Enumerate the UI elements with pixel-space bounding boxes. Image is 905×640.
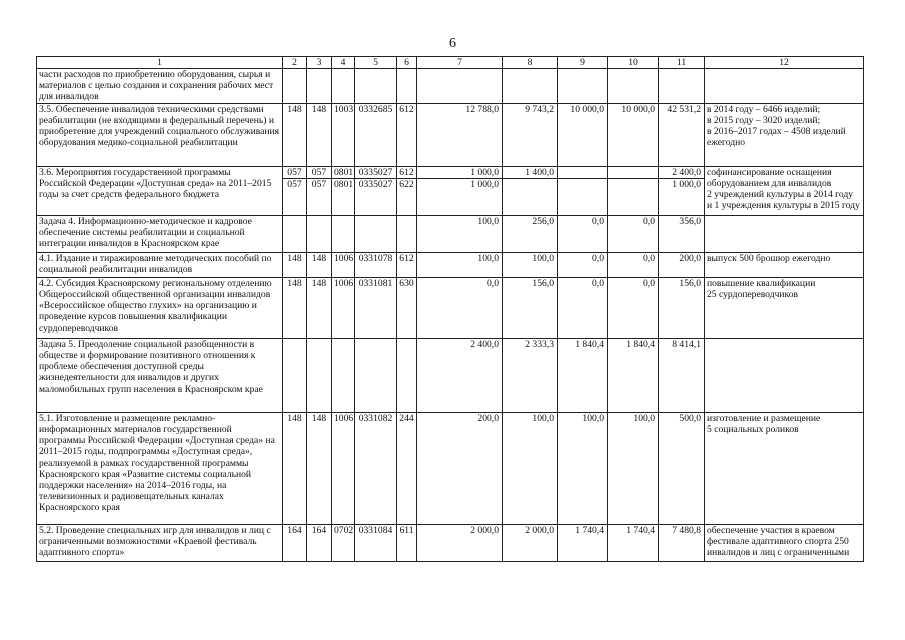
header-cell: 2 xyxy=(283,57,307,69)
table-row xyxy=(37,252,864,277)
cell-c5: 0331082 xyxy=(355,412,397,524)
cell-c8: 2 000,0 xyxy=(503,524,558,561)
note-line: 25 сурдопереводчиков xyxy=(707,289,799,301)
cell-c9: 0,0 xyxy=(558,277,608,338)
cell-c5: 0332685 xyxy=(355,103,397,166)
cell-c9 xyxy=(558,178,608,215)
note-line: в 2016–2017 годах – 4508 изделий xyxy=(707,126,846,138)
row-description: Задача 4. Информационно-методическое и кадровое обеспечение системы реабилитации и социальной интеграции инвалидов в Красноярском крае xyxy=(37,215,283,252)
cell-c8: 9 743,2 xyxy=(503,103,558,166)
cell-c4: 1003 xyxy=(332,103,355,166)
cell-c7: 1 000,0 xyxy=(417,178,503,215)
cell-c8 xyxy=(503,69,558,104)
cell-c2: 057 xyxy=(283,178,307,215)
note-line: выпуск 500 брошюр ежегодно xyxy=(707,252,831,264)
cell-c5 xyxy=(355,69,397,104)
table-row xyxy=(37,215,864,252)
cell-c7: 0,0 xyxy=(417,277,503,338)
cell-c8: 1 400,0 xyxy=(503,166,558,178)
header-row xyxy=(37,57,864,69)
cell-c2: 057 xyxy=(283,166,307,178)
row-description: Задача 5. Преодоление социальной разобщенности в обществе и формирование позитивного отношения к проблеме обеспечения доступной среды жизнедеятельности для инвалидов и других маломобильных групп населения в Красноярском крае xyxy=(37,338,283,412)
cell-c11 xyxy=(659,69,705,104)
cell-c10: 1 840,4 xyxy=(608,338,659,412)
cell-c12 xyxy=(705,524,864,561)
note-line: софинансирование оснащения xyxy=(707,166,832,178)
cell-c7: 2 000,0 xyxy=(417,524,503,561)
cell-c4 xyxy=(332,215,355,252)
cell-c5: 0331084 xyxy=(355,524,397,561)
cell-c11: 7 480,8 xyxy=(659,524,705,561)
cell-c12 xyxy=(705,166,864,215)
note-line: повышение квалификации xyxy=(707,277,816,289)
note-line: фестивале адаптивного спорта 250 xyxy=(707,536,849,548)
row-description: 4.2. Субсидия Красноярскому региональному отделению Общероссийской общественной организации инвалидов «Всероссийское общество глухих» на организацию и проведение курсов повышения квалификации сурдопереводчиков xyxy=(37,277,283,338)
cell-c2: 164 xyxy=(283,524,307,561)
cell-c4 xyxy=(332,338,355,412)
cell-c11: 8 414,1 xyxy=(659,338,705,412)
row-description: 5.2. Проведение специальных игр для инвалидов и лиц с ограниченными возможностями «Краевой фестиваль адаптивного спорта» xyxy=(37,524,283,561)
cell-c2: 148 xyxy=(283,277,307,338)
cell-c10 xyxy=(608,69,659,104)
cell-c8: 100,0 xyxy=(503,252,558,277)
note-line: и 1 учреждения культуры в 2015 году xyxy=(707,200,860,212)
cell-c11: 42 531,2 xyxy=(659,103,705,166)
cell-c8: 2 333,3 xyxy=(503,338,558,412)
header-cell: 5 xyxy=(355,57,397,69)
cell-c11: 200,0 xyxy=(659,252,705,277)
cell-c6: 244 xyxy=(397,412,417,524)
cell-c2 xyxy=(283,215,307,252)
cell-c3 xyxy=(307,215,332,252)
cell-c7: 12 788,0 xyxy=(417,103,503,166)
cell-c10: 10 000,0 xyxy=(608,103,659,166)
cell-c2: 148 xyxy=(283,252,307,277)
header-cell: 4 xyxy=(332,57,355,69)
note-line: 5 социальных роликов xyxy=(707,424,799,436)
cell-c7: 200,0 xyxy=(417,412,503,524)
cell-c10: 0,0 xyxy=(608,215,659,252)
table-row xyxy=(37,277,864,338)
cell-c7: 100,0 xyxy=(417,215,503,252)
cell-c10: 0,0 xyxy=(608,277,659,338)
cell-c3: 148 xyxy=(307,103,332,166)
cell-c7 xyxy=(417,69,503,104)
cell-c3: 057 xyxy=(307,166,332,178)
cell-c12 xyxy=(705,69,864,104)
cell-c9 xyxy=(558,166,608,178)
note-line: оборудованием для инвалидов xyxy=(707,177,832,189)
cell-c2: 148 xyxy=(283,103,307,166)
cell-c11: 1 000,0 xyxy=(659,178,705,215)
header-cell: 3 xyxy=(307,57,332,69)
note-line: изготовление и размещение xyxy=(707,412,821,424)
note-line: 2 учреждений культуры в 2014 году xyxy=(707,189,854,201)
cell-c9 xyxy=(558,69,608,104)
row-description: 5.1. Изготовление и размещение рекламно-информационных материалов государственной программы Российской Федерации «Доступная среда» на 2011–2015 годы, подпрограммы «Доступная среда», реализуемой в рамках государственной программы Красноярского края «Развитие системы социальной поддержки населения» на 2014–2016 годы, на телевизионных и радиовещательных каналах Красноярского края xyxy=(37,412,283,524)
table-row xyxy=(37,338,864,412)
cell-c11: 2 400,0 xyxy=(659,166,705,178)
cell-c3: 148 xyxy=(307,412,332,524)
cell-c4: 1006 xyxy=(332,277,355,338)
page-number: 6 xyxy=(449,36,456,51)
cell-c3: 164 xyxy=(307,524,332,561)
cell-c7: 2 400,0 xyxy=(417,338,503,412)
note-line: ежегодно xyxy=(707,137,746,149)
row-description: части расходов по приобретению оборудования, сырья и материалов с целью создания и сохранения рабочих мест для инвалидов xyxy=(37,69,283,104)
cell-c3: 148 xyxy=(307,277,332,338)
cell-c3: 148 xyxy=(307,252,332,277)
cell-c4 xyxy=(332,69,355,104)
cell-c6 xyxy=(397,69,417,104)
cell-c12 xyxy=(705,103,864,166)
table-row xyxy=(37,524,864,561)
cell-c11: 500,0 xyxy=(659,412,705,524)
header-cell: 8 xyxy=(503,57,558,69)
cell-c6: 612 xyxy=(397,252,417,277)
cell-c9: 1 740,4 xyxy=(558,524,608,561)
header-cell: 1 xyxy=(37,57,283,69)
cell-c4: 1006 xyxy=(332,252,355,277)
cell-c2: 148 xyxy=(283,412,307,524)
cell-c12 xyxy=(705,277,864,338)
cell-c12 xyxy=(705,252,864,277)
cell-c12 xyxy=(705,412,864,524)
cell-c11: 356,0 xyxy=(659,215,705,252)
cell-c4: 0702 xyxy=(332,524,355,561)
cell-c10: 1 740,4 xyxy=(608,524,659,561)
cell-c9: 0,0 xyxy=(558,215,608,252)
cell-c5: 0335027 xyxy=(355,166,397,178)
note-line: инвалидов и лиц с ограниченными xyxy=(707,547,850,559)
cell-c3 xyxy=(307,338,332,412)
cell-c10 xyxy=(608,166,659,178)
header-cell: 6 xyxy=(397,57,417,69)
table-row xyxy=(37,103,864,166)
cell-c9: 100,0 xyxy=(558,412,608,524)
cell-c8: 256,0 xyxy=(503,215,558,252)
cell-c5 xyxy=(355,338,397,412)
cell-c10 xyxy=(608,178,659,215)
header-cell: 10 xyxy=(608,57,659,69)
cell-c4: 0801 xyxy=(332,166,355,178)
cell-c9: 10 000,0 xyxy=(558,103,608,166)
cell-c10: 0,0 xyxy=(608,252,659,277)
table-row xyxy=(37,412,864,524)
cell-c4: 0801 xyxy=(332,178,355,215)
table-row xyxy=(37,166,864,178)
row-description: 3.6. Мероприятия государственной программы Российской Федерации «Доступная среда» на 2011–2015 годы за счет средств федерального бюджета xyxy=(37,166,283,215)
cell-c7: 1 000,0 xyxy=(417,166,503,178)
cell-c6 xyxy=(397,215,417,252)
cell-c8 xyxy=(503,178,558,215)
cell-c8: 100,0 xyxy=(503,412,558,524)
cell-c3 xyxy=(307,69,332,104)
budget-table xyxy=(36,56,864,562)
cell-c2 xyxy=(283,338,307,412)
cell-c6 xyxy=(397,338,417,412)
note-line: в 2014 году – 6466 изделий; xyxy=(707,103,821,115)
cell-c5: 0335027 xyxy=(355,178,397,215)
cell-c10: 100,0 xyxy=(608,412,659,524)
header-cell: 9 xyxy=(558,57,608,69)
cell-c11: 156,0 xyxy=(659,277,705,338)
cell-c6: 611 xyxy=(397,524,417,561)
table-row xyxy=(37,69,864,104)
cell-c4: 1006 xyxy=(332,412,355,524)
cell-c3: 057 xyxy=(307,178,332,215)
note-line: обеспечение участия в краевом xyxy=(707,524,835,536)
cell-c9: 0,0 xyxy=(558,252,608,277)
cell-c6: 612 xyxy=(397,166,417,178)
cell-c9: 1 840,4 xyxy=(558,338,608,412)
note-line: в 2015 году – 3020 изделий; xyxy=(707,114,821,126)
row-description: 3.5. Обеспечение инвалидов техническими средствами реабилитации (не входящими в федеральный перечень) и приобретение для учреждений социального обслуживания оборудования медико-социальной реабилитации xyxy=(37,103,283,166)
cell-c12 xyxy=(705,338,864,412)
cell-c5: 0331078 xyxy=(355,252,397,277)
cell-c5: 0331081 xyxy=(355,277,397,338)
header-cell: 7 xyxy=(417,57,503,69)
row-description: 4.1. Издание и тиражирование методических пособий по социальной реабилитации инвалидов xyxy=(37,252,283,277)
header-cell: 12 xyxy=(705,57,864,69)
cell-c6: 612 xyxy=(397,103,417,166)
cell-c6: 630 xyxy=(397,277,417,338)
cell-c6: 622 xyxy=(397,178,417,215)
header-cell: 11 xyxy=(659,57,705,69)
cell-c5 xyxy=(355,215,397,252)
cell-c12 xyxy=(705,215,864,252)
cell-c8: 156,0 xyxy=(503,277,558,338)
cell-c7: 100,0 xyxy=(417,252,503,277)
cell-c2 xyxy=(283,69,307,104)
